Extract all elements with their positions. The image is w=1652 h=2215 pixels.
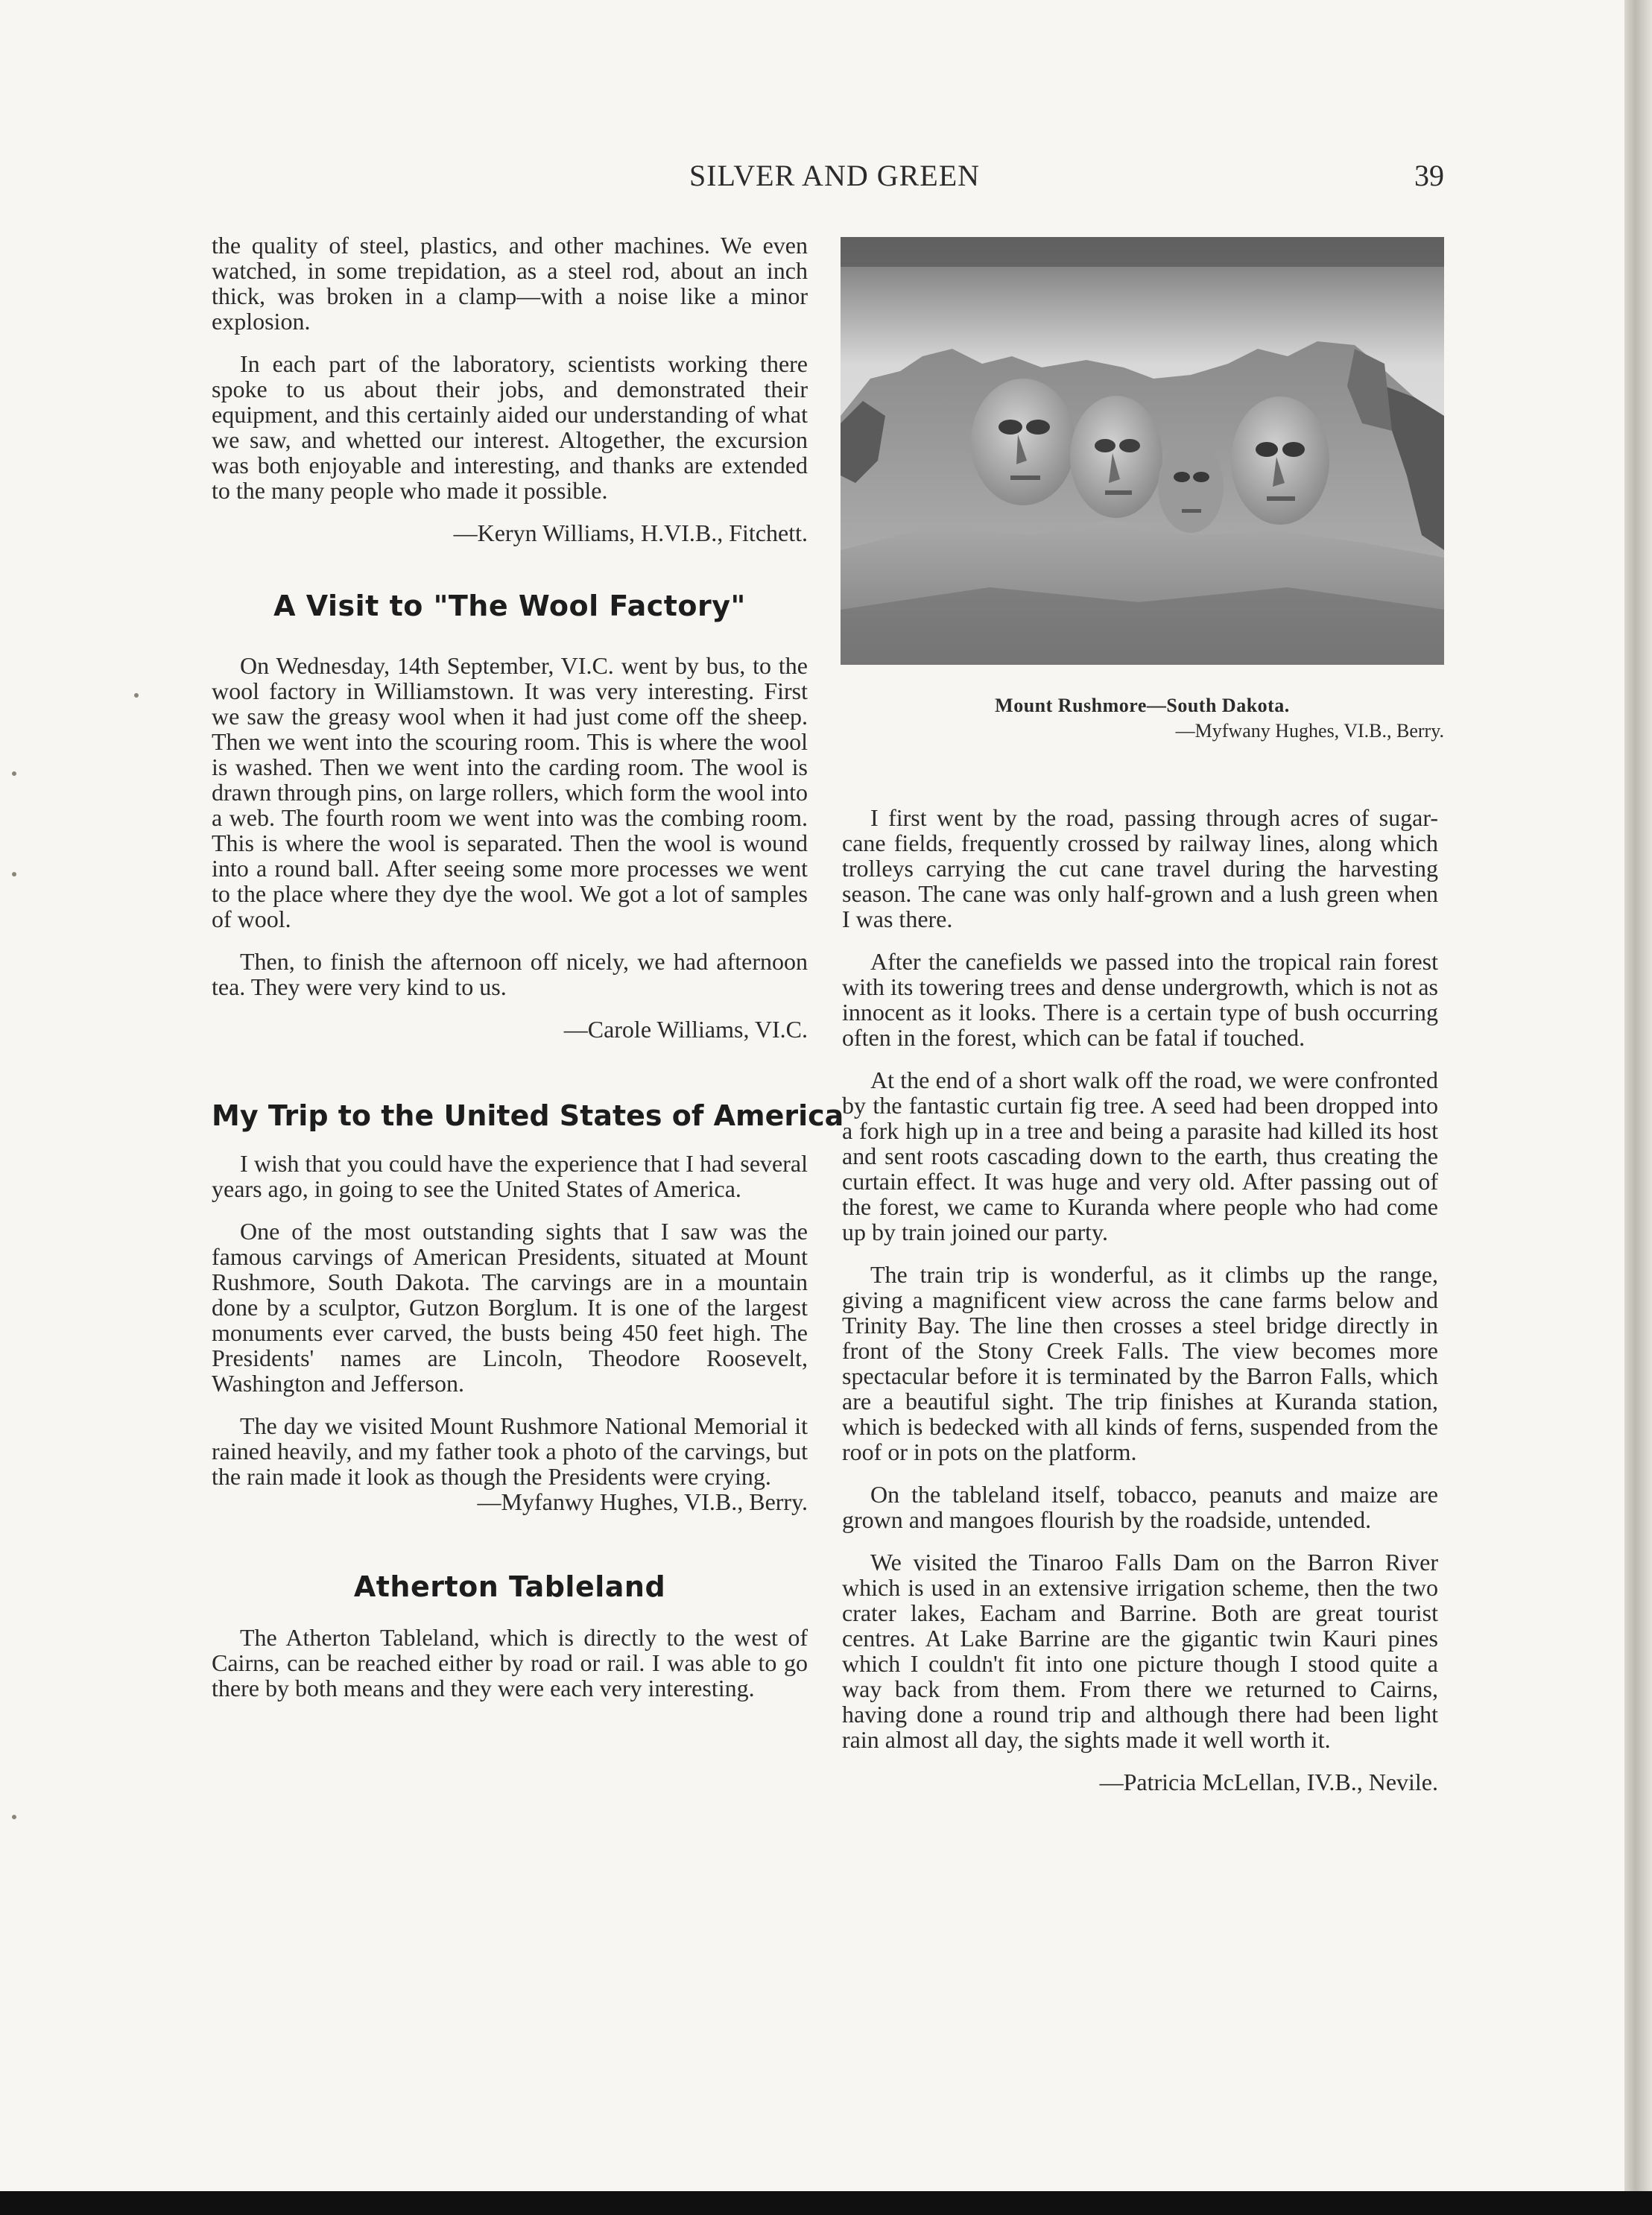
usa-trip-article xyxy=(212,1099,844,1515)
left-column xyxy=(212,232,844,1718)
running-header-title: SILVER AND GREEN xyxy=(689,159,981,192)
margin-mark xyxy=(12,872,16,876)
article-heading: Atherton Tableland xyxy=(353,1570,666,1603)
mount-rushmore-photo xyxy=(841,237,1444,665)
margin-mark xyxy=(12,771,16,776)
scan-bottom-border xyxy=(0,2191,1652,2215)
author-signature: —Keryn Williams, H.VI.B., Fitchett. xyxy=(453,519,808,546)
paragraph: One of the most outstanding sights that I saw was the famous carvings of American Presidents, situated at Mount Rushmore, South Dakota. The carvings are in a mountain done by a sculptor, Gutzon Borglum. It is one of the largest monuments ever carved, the busts being 450 feet high. The Presidents' names are Lincoln, Theodore Roosevelt, Washington and Jefferson. xyxy=(212,1218,808,1397)
paragraph: I wish that you could have the experience that I had several years ago, in going to see the United States of America. xyxy=(212,1150,808,1202)
paragraph: On the tableland itself, tobacco, peanuts and maize are grown and mangoes flourish by the roadside, untended. xyxy=(842,1481,1438,1533)
article-heading: My Trip to the United States of America xyxy=(212,1099,844,1132)
right-column xyxy=(842,805,1438,1795)
article-heading: A Visit to "The Wool Factory" xyxy=(273,590,746,622)
photo-caption xyxy=(841,693,1444,744)
margin-mark xyxy=(12,1815,16,1819)
author-signature: —Carole Williams, VI.C. xyxy=(563,1016,808,1043)
page-number: 39 xyxy=(1414,159,1444,192)
paragraph: The train trip is wonderful, as it climbs up the range, giving a magnificent view across the cane farms below and Trinity Bay. The line then crosses a steel bridge directly in front of the Stony Creek Falls. The view becomes more spectacular before it is terminated by the Barron Falls, which are a beautiful sight. The trip finishes at Kuranda station, which is bedecked with all kinds of ferns, suspended from the roof or in pots on the platform. xyxy=(842,1261,1438,1465)
paragraph: After the canefields we passed into the tropical rain forest with its towering trees and dense undergrowth, which is not as innocent as it looks. There is a certain type of bush occurring often in the forest, which can be fatal if touched. xyxy=(842,948,1438,1051)
paragraph: the quality of steel, plastics, and other machines. We even watched, in some trepidation, as a steel rod, about an inch thick, was broken in a clamp—with a noise like a minor explosion. xyxy=(212,232,808,335)
paragraph: The Atherton Tableland, which is directly to the west of Cairns, can be reached either by road or rail. I was able to go there by both means and they were each very interesting. xyxy=(212,1624,808,1701)
mount-rushmore-image xyxy=(841,237,1444,665)
paragraph: I first went by the road, passing through acres of sugar-cane fields, frequently crossed by railway lines, along which trolleys carrying the cut cane travel during the harvesting season. The cane was only half-grown and a lush green when I was there. xyxy=(842,804,1438,932)
paragraph: We visited the Tinaroo Falls Dam on the Barron River which is used in an extensive irrigation scheme, then the two crater lakes, Eacham and Barrine. Both are great tourist centres. At Lake Barrine are the gigantic twin Kauri pines which I couldn't fit into one picture though I stood quite a way back from them. From there we returned to Cairns, having done a round trip and although there had been light rain almost all day, the sights made it well worth it. xyxy=(842,1549,1438,1753)
paragraph: On Wednesday, 14th September, VI.C. went by bus, to the wool factory in Williamstown. It was very interesting. First we saw the greasy wool when it had just come off the sheep. Then we went into the scouring room. This is where the wool is washed. Then we went into the carding room. The wool is drawn through pins, on large rollers, which form the wool into a web. The fourth room we went into was the combing room. This is where the wool is separated. Then the wool is wound into a round ball. After seeing some more processes we went to the place where they dye the wool. We got a lot of samples of wool. xyxy=(212,652,808,932)
page-binding-edge xyxy=(1624,0,1652,2215)
author-signature: —Patricia McLellan, IV.B., Nevile. xyxy=(1099,1769,1438,1795)
paragraph: The day we visited Mount Rushmore National Memorial it rained heavily, and my father took a photo of the carvings, but the rain made it look as though the Presidents were crying. xyxy=(212,1412,808,1490)
paragraph: Then, to finish the afternoon off nicely, we had afternoon tea. They were very kind to us. xyxy=(212,948,808,1000)
atherton-article-start xyxy=(212,1570,808,1701)
wool-factory-article xyxy=(212,590,808,1043)
paragraph: At the end of a short walk off the road, we were confronted by the fantastic curtain fig tree. A seed had been dropped into a fork high up in a tree and being a parasite had killed its host and sent roots cascading down to the earth, thus creating the curtain effect. It was huge and very old. After passing out of the forest, we came to Kuranda where people who had come up by train joined our party. xyxy=(842,1067,1438,1245)
laboratory-article-end xyxy=(212,233,808,546)
author-signature: —Myfanwy Hughes, VI.B., Berry. xyxy=(477,1488,808,1515)
photo-credit: —Myfwany Hughes, VI.B., Berry. xyxy=(1175,720,1444,742)
margin-mark xyxy=(134,693,139,698)
paragraph: In each part of the laboratory, scientists working there spoke to us about their jobs, and demonstrated their equipment, and this certainly aided our understanding of what we saw, and whetted our interest. Altogether, the excursion was both enjoyable and interesting, and thanks are extended to the many people who made it possible. xyxy=(212,350,808,504)
photo-caption-title: Mount Rushmore—South Dakota. xyxy=(995,695,1290,716)
